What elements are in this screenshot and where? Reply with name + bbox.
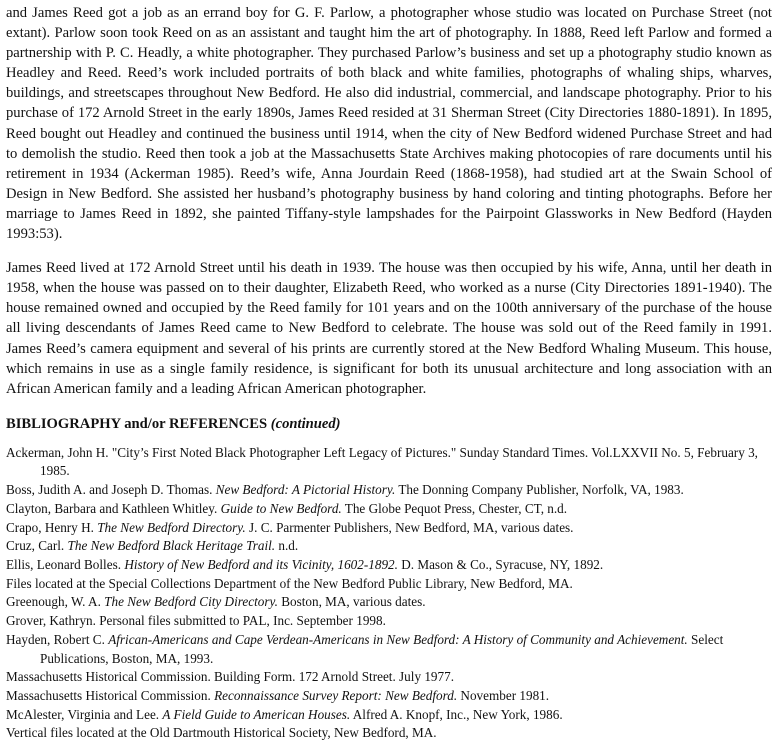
reference-text: Hayden, Robert C.	[6, 631, 109, 647]
reference-entry	[6, 500, 772, 519]
reference-text: McAlester, Virginia and Lee.	[6, 706, 163, 722]
bibliography-heading-text: BIBLIOGRAPHY and/or REFERENCES	[6, 415, 268, 432]
reference-text: Grover, Kathryn. Personal files submitted to PAL, Inc. September 1998.	[6, 613, 386, 629]
reference-list	[6, 444, 772, 743]
bibliography-heading	[6, 414, 772, 434]
body-paragraph-2: James Reed lived at 172 Arnold Street until his death in 1939. The house was then occupied by his wife, Anna, until her death in 1958, when the house was passed on to their daughter, Elizabeth Reed, who worked as a nurse (City Directories 1891-1940). The house remained owned and occupied by the Reed family for 101 years and on the 100th anniversary of the purchase of the house all living descendants of James Reed came to New Bedford to celebrate. The house was sold out of the Reed family in 1991. James Reed’s camera equipment and several of his prints are currently stored at the New Bedford Whaling Museum. This house, which remains in use as a single family residence, is significant for both its unusual architecture and long association with an African American family and a leading African American photographer.	[6, 260, 772, 397]
document-page	[6, 3, 772, 743]
reference-title: A Field Guide to American Houses.	[162, 706, 351, 722]
reference-publication: J. C. Parmenter Publishers, New Bedford, MA, various dates.	[245, 519, 574, 535]
reference-entry	[6, 612, 772, 631]
reference-text: Files located at the Special Collections Department of the New Bedford Public Library, New Bedford, MA.	[6, 575, 573, 591]
reference-text: Ackerman, John H. "City’s First Noted Black Photographer Left Legacy of Pictures." Sunday Standard Times. Vol.LXXVII No. 5, February 3, 1985.	[6, 444, 758, 479]
reference-publication: Boston, MA, various dates.	[277, 594, 426, 610]
reference-publication: D. Mason & Co., Syracuse, NY, 1892.	[397, 557, 604, 572]
reference-text: Boss, Judith A. and Joseph D. Thomas.	[6, 482, 216, 498]
body-paragraph-1: and James Reed got a job as an errand boy for G. F. Parlow, a photographer whose studio was located on Purchase Street (not extant). Parlow soon took Reed on as an assistant and taught him the art of photography. In 1888, Reed left Parlow and formed a partnership with P. C. Headly, a white photographer. They purchased Parlow’s business and set up a photography studio known as Headley and Reed. Reed’s work included portraits of both black and white families, photographs of whaling ships, wharves, buildings, and streetscapes throughout New Bedford. He also did industrial, commercial, and landscape photography. Prior to his purchase of 172 Arnold Street in the early 1890s, James Reed resided at 31 Sherman Street (City Directories 1880-1891). In 1895, Reed bought out Headley and continued the business until 1914, when the city of New Bedford widened Purchase Street and had to demolish the studio. Reed then took a job at the Massachusetts State Archives making photocopies of rare documents until his retirement in 1934 (Ackerman 1985). Reed’s wife, Anna Jourdain Reed (1868-1958), had studied art at the Swain School of Design in New Bedford. She assisted her husband’s photography business by hand coloring and tinting photographs. Before her marriage to James Reed in 1892, she painted Tiffany-style lampshades for the Pairpoint Glassworks in New Bedford (Hayden 1993:53).	[6, 5, 772, 243]
reference-entry	[6, 668, 772, 687]
reference-text: Ellis, Leonard Bolles.	[6, 557, 125, 572]
reference-title: History of New Bedford and its Vicinity, 1602-1892.	[124, 557, 398, 572]
reference-text: Massachusetts Historical Commission.	[6, 687, 215, 703]
reference-title: New Bedford: A Pictorial History.	[215, 482, 396, 498]
reference-entry	[6, 556, 772, 575]
reference-title: The New Bedford Black Heritage Trail.	[67, 538, 276, 554]
reference-publication: Alfred A. Knopf, Inc., New York, 1986.	[350, 706, 563, 722]
reference-text: Vertical files located at the Old Dartmouth Historical Society, New Bedford, MA.	[6, 725, 437, 741]
reference-entry	[6, 519, 772, 538]
reference-entry	[6, 687, 772, 706]
reference-text: Massachusetts Historical Commission. Building Form. 172 Arnold Street. July 1977.	[6, 669, 455, 685]
reference-title: Reconnaissance Survey Report: New Bedford.	[214, 687, 458, 703]
reference-publication: November 1981.	[457, 687, 550, 703]
reference-publication: Select Publications, Boston, MA, 1993.	[40, 631, 724, 666]
reference-title: The New Bedford Directory.	[97, 519, 246, 535]
reference-publication: The Donning Company Publisher, Norfolk, VA, 1983.	[395, 482, 684, 498]
reference-title: African-Americans and Cape Verdean-Americans in New Bedford: A History of Community and Achievement.	[108, 631, 688, 647]
reference-text: Greenough, W. A.	[6, 594, 105, 610]
reference-title: Guide to New Bedford.	[220, 500, 342, 516]
bibliography-heading-continued: (continued)	[270, 415, 341, 432]
reference-entry	[6, 537, 772, 556]
reference-entry	[6, 444, 772, 481]
reference-entry	[6, 706, 772, 725]
reference-entry	[6, 481, 772, 500]
reference-title: The New Bedford City Directory.	[104, 594, 278, 610]
reference-entry	[6, 631, 772, 668]
reference-entry	[6, 593, 772, 612]
reference-text: Cruz, Carl.	[6, 538, 68, 554]
reference-publication: n.d.	[275, 538, 299, 554]
reference-text: Clayton, Barbara and Kathleen Whitley.	[6, 500, 221, 516]
reference-text: Crapo, Henry H.	[6, 519, 98, 535]
reference-entry	[6, 575, 772, 594]
reference-publication: The Globe Pequot Press, Chester, CT, n.d.	[341, 500, 568, 516]
reference-entry	[6, 724, 772, 743]
